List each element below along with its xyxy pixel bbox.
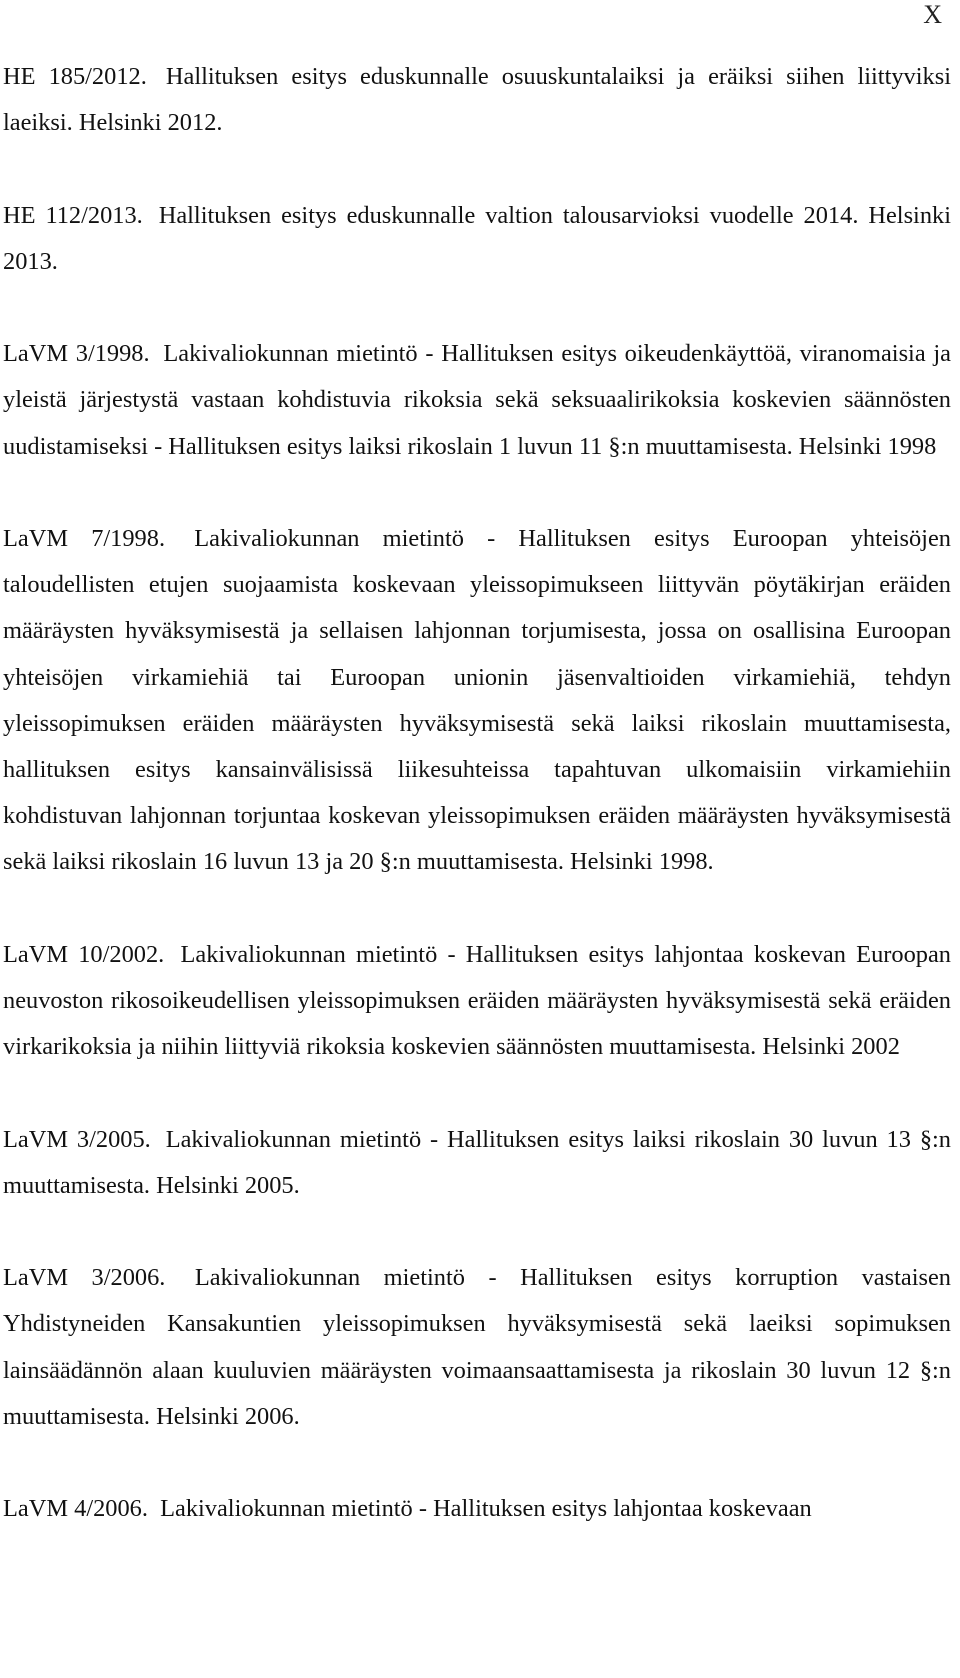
page-marker: X [923,0,942,29]
reference-text: Lakivaliokunnan mietintö - Hallituksen esitys lahjontaa koskevaan [160,1495,812,1523]
reference-text: Hallituksen esitys eduskunnalle valtion talousarvioksi vuodelle 2014. Helsinki 2013. [3,201,951,275]
reference-entry [3,932,951,1071]
reference-id: LaVM 7/1998. [3,524,166,552]
reference-id: LaVM 3/2005. [3,1125,151,1153]
reference-text: Hallituksen esitys eduskunnalle osuuskuntalaiksi ja eräiksi siihen liittyviksi laeiksi. Helsinki 2012. [3,63,951,137]
reference-entry [3,1255,951,1440]
reference-text: Lakivaliokunnan mietintö - Hallituksen esitys korruption vastaisen Yhdistyneiden Kansakuntien yleissopimuksen hyväksymisestä sekä laeiksi sopimuksen lainsäädännön alaan kuuluvien määräysten voimaansaattamisesta ja rikoslain 30 luvun 12 §:n muuttamisesta. Helsinki 2006. [3,1264,951,1430]
reference-text: Lakivaliokunnan mietintö - Hallituksen esitys laiksi rikoslain 30 luvun 13 §:n muuttamisesta. Helsinki 2005. [3,1125,952,1199]
reference-id: HE 112/2013. [3,201,143,229]
reference-text: Lakivaliokunnan mietintö - Hallituksen esitys lahjontaa koskevan Euroopan neuvoston rikosoikeudellisen yleissopimuksen eräiden määräysten hyväksymisestä sekä eräiden virkarikoksia ja niihin liittyviä rikoksia koskevien säännösten muuttamisesta. Helsinki 2002 [3,940,951,1061]
reference-list [3,54,951,1579]
reference-text: Lakivaliokunnan mietintö - Hallituksen esitys Euroopan yhteisöjen taloudellisten etujen suojaamista koskevaan yleissopimukseen liittyvän pöytäkirjan eräiden määräysten hyväksymisestä ja sellaisen lahjonnan torjumisesta, jossa on osallisina Euroopan yhteisöjen virkamiehiä tai Euroopan unionin jäsenvaltioiden virkamiehiä, tehdyn yleissopimuksen eräiden määräysten hyväksymisestä sekä laiksi rikoslain muuttamisesta, hallituksen esitys kansainvälisissä liikesuhteissa tapahtuvan ulkomaisiin virkamiehiin kohdistuvan lahjonnan torjuntaa koskevan yleissopimuksen eräiden määräysten hyväksymisestä sekä laiksi rikoslain 16 luvun 13 ja 20 §:n muuttamisesta. Helsinki 1998. [3,524,951,876]
reference-entry [3,193,951,285]
reference-id: LaVM 4/2006. [3,1495,148,1523]
reference-entry [3,1486,951,1532]
reference-entry [3,331,951,470]
reference-id: LaVM 10/2002. [3,940,165,968]
reference-id: HE 185/2012. [3,63,147,90]
reference-text: Lakivaliokunnan mietintö - Hallituksen esitys oikeudenkäyttöä, viranomaisia ja yleistä järjestystä vastaan kohdistuvia rikoksia sekä seksuaalirikoksia koskevien säännösten uudistamiseksi - Hallituksen esitys laiksi rikoslain 1 luvun 11 §:n muuttamisesta. Helsinki 1998 [3,340,951,460]
reference-entry [3,516,951,886]
reference-entry [3,1117,951,1209]
reference-id: LaVM 3/1998. [3,340,150,368]
reference-entry [3,54,951,146]
reference-id: LaVM 3/2006. [3,1264,166,1292]
